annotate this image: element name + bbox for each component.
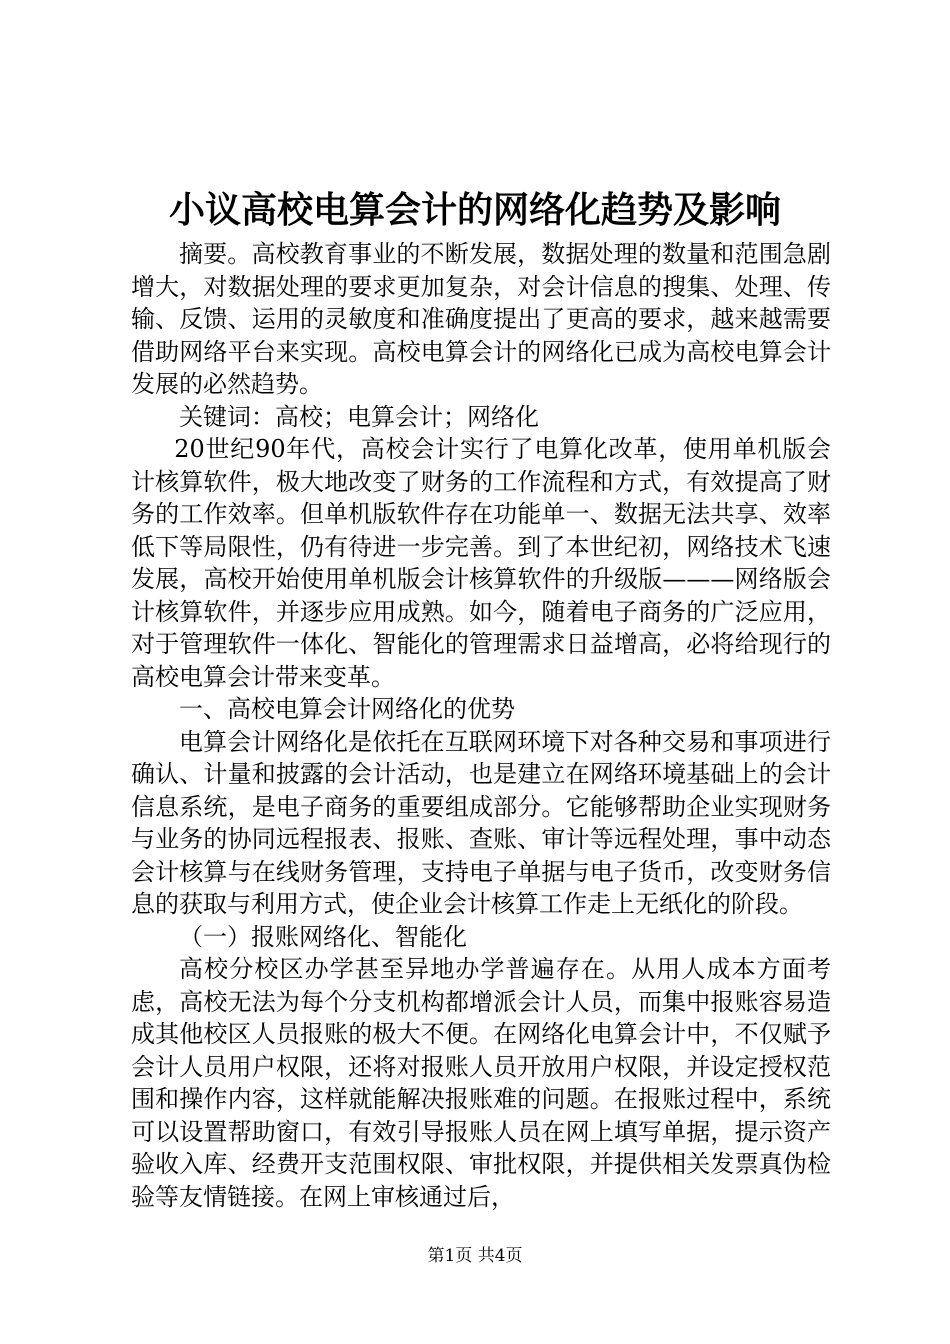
document-body bbox=[131, 238, 831, 1213]
page-title: 小议高校电算会计的网络化趋势及影响 bbox=[168, 189, 781, 231]
page-footer: 第1页 共4页 bbox=[427, 1246, 523, 1266]
abstract-paragraph: 摘要。高校教育事业的不断发展，数据处理的数量和范围急剧增大，对数据处理的要求更加复杂，对会计信息的搜集、处理、传输、反馈、运用的灵敏度和准确度提出了更高的要求，越来越需要借助网络平台来实现。高校电算会计的网络化已成为高校电算会计发展的必然趋势。 bbox=[131, 240, 831, 398]
keywords-line: 关键词：高校；电算会计；网络化 bbox=[179, 402, 539, 431]
subsection-heading-1: （一）报账网络化、智能化 bbox=[179, 922, 467, 951]
section-heading-1: 一、高校电算会计网络化的优势 bbox=[179, 695, 515, 723]
body-paragraph: 电算会计网络化是依托在互联网环境下对各种交易和事项进行确认、计量和披露的会计活动，也是建立在网络环境基础上的会计信息系统，是电子商务的重要组成部分。它能够帮助企业实现财务与业务的协同远程报表、报账、查账、审计等远程处理，事中动态会计核算与在线财务管理，支持电子单据与电子货币，改变财务信息的获取与利用方式，使企业会计核算工作走上无纸化的阶段。 bbox=[131, 727, 831, 918]
body-paragraph: 高校分校区办学甚至异地办学普遍存在。从用人成本方面考虑，高校无法为每个分支机构都增派会计人员，而集中报账容易造成其他校区人员报账的极大不便。在网络化电算会计中，不仅赋予会计人员用户权限，还将对报账人员开放用户权限，并设定授权范围和操作内容，这样就能解决报账难的问题。在报账过程中，系统可以设置帮助窗口，有效引导报账人员在网上填写单据，提示资产验收入库、经费开支范围权限、审批权限，并提供相关发票真伪检验等友情链接。在网上审核通过后， bbox=[131, 955, 831, 1211]
intro-paragraph: 20世纪90年代，高校会计实行了电算化改革，使用单机版会计核算软件，极大地改变了财务的工作流程和方式，有效提高了财务的工作效率。但单机版软件存在功能单一、数据无法共享、效率低下等局限性，仍有待进一步完善。到了本世纪初，网络技术飞速发展，高校开始使用单机版会计核算软件的升级版———网络版会计核算软件，并逐步应用成熟。如今，随着电子商务的广泛应用，对于管理软件一体化、智能化的管理需求日益增高，必将给现行的高校电算会计带来变革。 bbox=[131, 435, 831, 691]
